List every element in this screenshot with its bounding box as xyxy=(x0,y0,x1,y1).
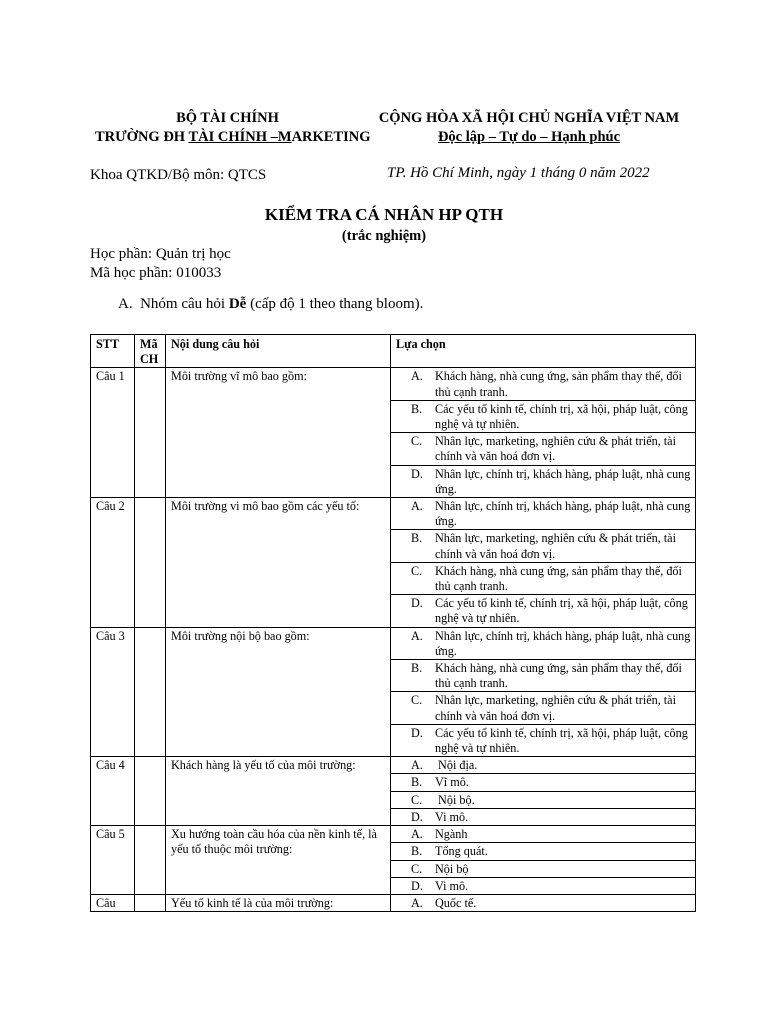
option-key: A. xyxy=(411,369,423,384)
question-text: Môi trường vĩ mô bao gồm: xyxy=(166,368,391,498)
answer-option xyxy=(391,774,696,791)
option-key: B. xyxy=(411,661,423,676)
option-text: Nhân lực, marketing, nghiên cứu & phát triển, tài chính và văn hoá đơn vị. xyxy=(435,693,680,723)
option-key: D. xyxy=(411,466,423,481)
table-row xyxy=(91,757,696,774)
answer-option xyxy=(391,826,696,843)
table-row xyxy=(91,826,696,843)
section-text: (cấp độ 1 theo thang bloom). xyxy=(246,296,424,312)
course-name: Học phần: Quản trị học xyxy=(90,246,231,262)
question-code xyxy=(135,826,166,895)
question-text: Xu hướng toàn cầu hóa của nền kinh tế, là yếu tố thuộc môi trường: xyxy=(166,826,391,895)
option-key: D. xyxy=(411,596,423,611)
option-text: Nhân lực, chính trị, khách hàng, pháp luật, nhà cung ứng. xyxy=(435,628,694,658)
table-row xyxy=(91,498,696,530)
option-text: Nội địa. xyxy=(435,758,478,773)
question-number: Câu xyxy=(91,894,135,911)
header-choices: Lựa chọn xyxy=(391,335,696,368)
question-number: Câu 2 xyxy=(91,498,135,628)
option-key: C. xyxy=(411,693,423,708)
option-key: D. xyxy=(411,725,423,740)
answer-option xyxy=(391,627,696,659)
national-motto: Độc lập – Tự do – Hạnh phúc xyxy=(437,129,621,145)
option-key: C. xyxy=(411,861,423,876)
question-code xyxy=(135,757,166,826)
table-row xyxy=(91,627,696,659)
answer-option xyxy=(391,530,696,562)
question-text: Khách hàng là yếu tố của môi trường: xyxy=(166,757,391,826)
answer-option xyxy=(391,692,696,724)
option-key: A. xyxy=(411,895,423,910)
section-marker: A. xyxy=(118,296,133,312)
option-key: C. xyxy=(411,792,423,807)
country-name: CỘNG HÒA XÃ HỘI CHỦ NGHĨA VIỆT NAM xyxy=(378,110,680,126)
course-code: Mã học phần: 010033 xyxy=(90,265,222,281)
option-text: Ngành xyxy=(435,827,468,842)
answer-option xyxy=(391,433,696,465)
answer-option xyxy=(391,757,696,774)
option-text: Các yếu tố kinh tế, chính trị, xã hội, pháp luật, công nghệ và tự nhiên. xyxy=(435,401,691,432)
answer-option xyxy=(391,808,696,825)
table-row xyxy=(91,368,696,400)
section-text: Nhóm câu hỏi xyxy=(140,296,229,312)
question-code xyxy=(135,627,166,757)
option-key: B. xyxy=(411,531,423,546)
table-row xyxy=(91,894,696,911)
answer-option xyxy=(391,660,696,692)
header-question-content: Nội dung câu hỏi xyxy=(166,335,391,368)
question-code xyxy=(135,498,166,628)
option-text: Nhân lực, marketing, nghiên cứu & phát triển, tài chính và văn hoá đơn vị. xyxy=(435,434,680,464)
answer-option xyxy=(391,400,696,432)
option-text: Khách hàng, nhà cung ứng, sản phẩm thay thế, đối thủ cạnh tranh. xyxy=(435,661,685,691)
answer-option xyxy=(391,562,696,594)
question-text: Môi trường vi mô bao gồm các yếu tố: xyxy=(166,498,391,628)
option-text: Vi mô. xyxy=(435,878,469,893)
answer-option xyxy=(391,860,696,877)
option-key: C. xyxy=(411,434,423,449)
answer-option xyxy=(391,894,696,911)
option-text: Nhân lực, chính trị, khách hàng, pháp luật, nhà cung ứng. xyxy=(435,499,694,529)
question-text: Yếu tố kinh tế là của môi trường: xyxy=(166,894,391,911)
university-name-part: ARKETING xyxy=(291,129,371,145)
option-text: Nhân lực, marketing, nghiên cứu & phát triển, tài chính và văn hoá đơn vị. xyxy=(435,531,680,561)
option-key: A. xyxy=(411,827,423,842)
option-text: Vi mô. xyxy=(435,809,469,824)
question-number: Câu 1 xyxy=(91,368,135,498)
option-key: D. xyxy=(411,809,423,824)
place-date-line: TP. Hồ Chí Minh, ngày 1 tháng 0 năm 2022 xyxy=(387,165,650,181)
answer-option xyxy=(391,843,696,860)
option-text: Nội bộ. xyxy=(435,792,475,807)
option-key: A. xyxy=(411,628,423,643)
option-text: Khách hàng, nhà cung ứng, sản phẩm thay thế, đối thủ cạnh tranh. xyxy=(435,563,685,594)
option-key: D. xyxy=(411,878,423,893)
option-key: B. xyxy=(411,401,423,416)
answer-option xyxy=(391,724,696,756)
ministry-name: BỘ TÀI CHÍNH xyxy=(176,110,279,126)
option-key: B. xyxy=(411,775,423,790)
answer-option xyxy=(391,465,696,497)
header-question-code: Mã CH xyxy=(135,335,166,368)
option-text: Vĩ mô. xyxy=(435,775,469,790)
question-code xyxy=(135,368,166,498)
option-key: A. xyxy=(411,758,423,773)
university-name-part: TRƯỜNG ĐH xyxy=(95,129,189,145)
question-number: Câu 5 xyxy=(91,826,135,895)
option-text: Nội bộ xyxy=(435,861,469,876)
option-key: C. xyxy=(411,563,423,578)
table-header-row xyxy=(91,335,696,368)
option-text: Các yếu tố kinh tế, chính trị, xã hội, pháp luật, công nghệ và tự nhiên. xyxy=(435,596,691,626)
option-text: Quốc tế. xyxy=(435,895,477,910)
question-code xyxy=(135,894,166,911)
answer-option xyxy=(391,791,696,808)
option-text: Các yếu tố kinh tế, chính trị, xã hội, pháp luật, công nghệ và tự nhiên. xyxy=(435,725,691,756)
answer-option xyxy=(391,368,696,400)
university-name xyxy=(95,129,371,146)
university-name-underlined: TÀI CHÍNH –M xyxy=(188,129,292,145)
question-number: Câu 4 xyxy=(91,757,135,826)
section-level: Dễ xyxy=(228,296,247,312)
faculty-line: Khoa QTKD/Bộ môn: QTCS xyxy=(90,167,267,183)
option-key: A. xyxy=(411,499,423,514)
question-table xyxy=(90,334,696,912)
answer-option xyxy=(391,595,696,627)
question-text: Môi trường nội bộ bao gồm: xyxy=(166,627,391,757)
option-text: Tổng quát. xyxy=(435,844,488,859)
document-subtitle: (trắc nghiệm) xyxy=(341,228,427,244)
header-stt: STT xyxy=(91,335,135,368)
option-text: Nhân lực, chính trị, khách hàng, pháp luật, nhà cung ứng. xyxy=(435,466,694,496)
section-heading xyxy=(118,296,423,313)
answer-option xyxy=(391,498,696,530)
option-text: Khách hàng, nhà cung ứng, sản phẩm thay thế, đối thủ cạnh tranh. xyxy=(435,369,685,399)
answer-option xyxy=(391,877,696,894)
document-title: KIỂM TRA CÁ NHÂN HP QTH xyxy=(264,205,504,224)
option-key: B. xyxy=(411,844,423,859)
question-number: Câu 3 xyxy=(91,627,135,757)
